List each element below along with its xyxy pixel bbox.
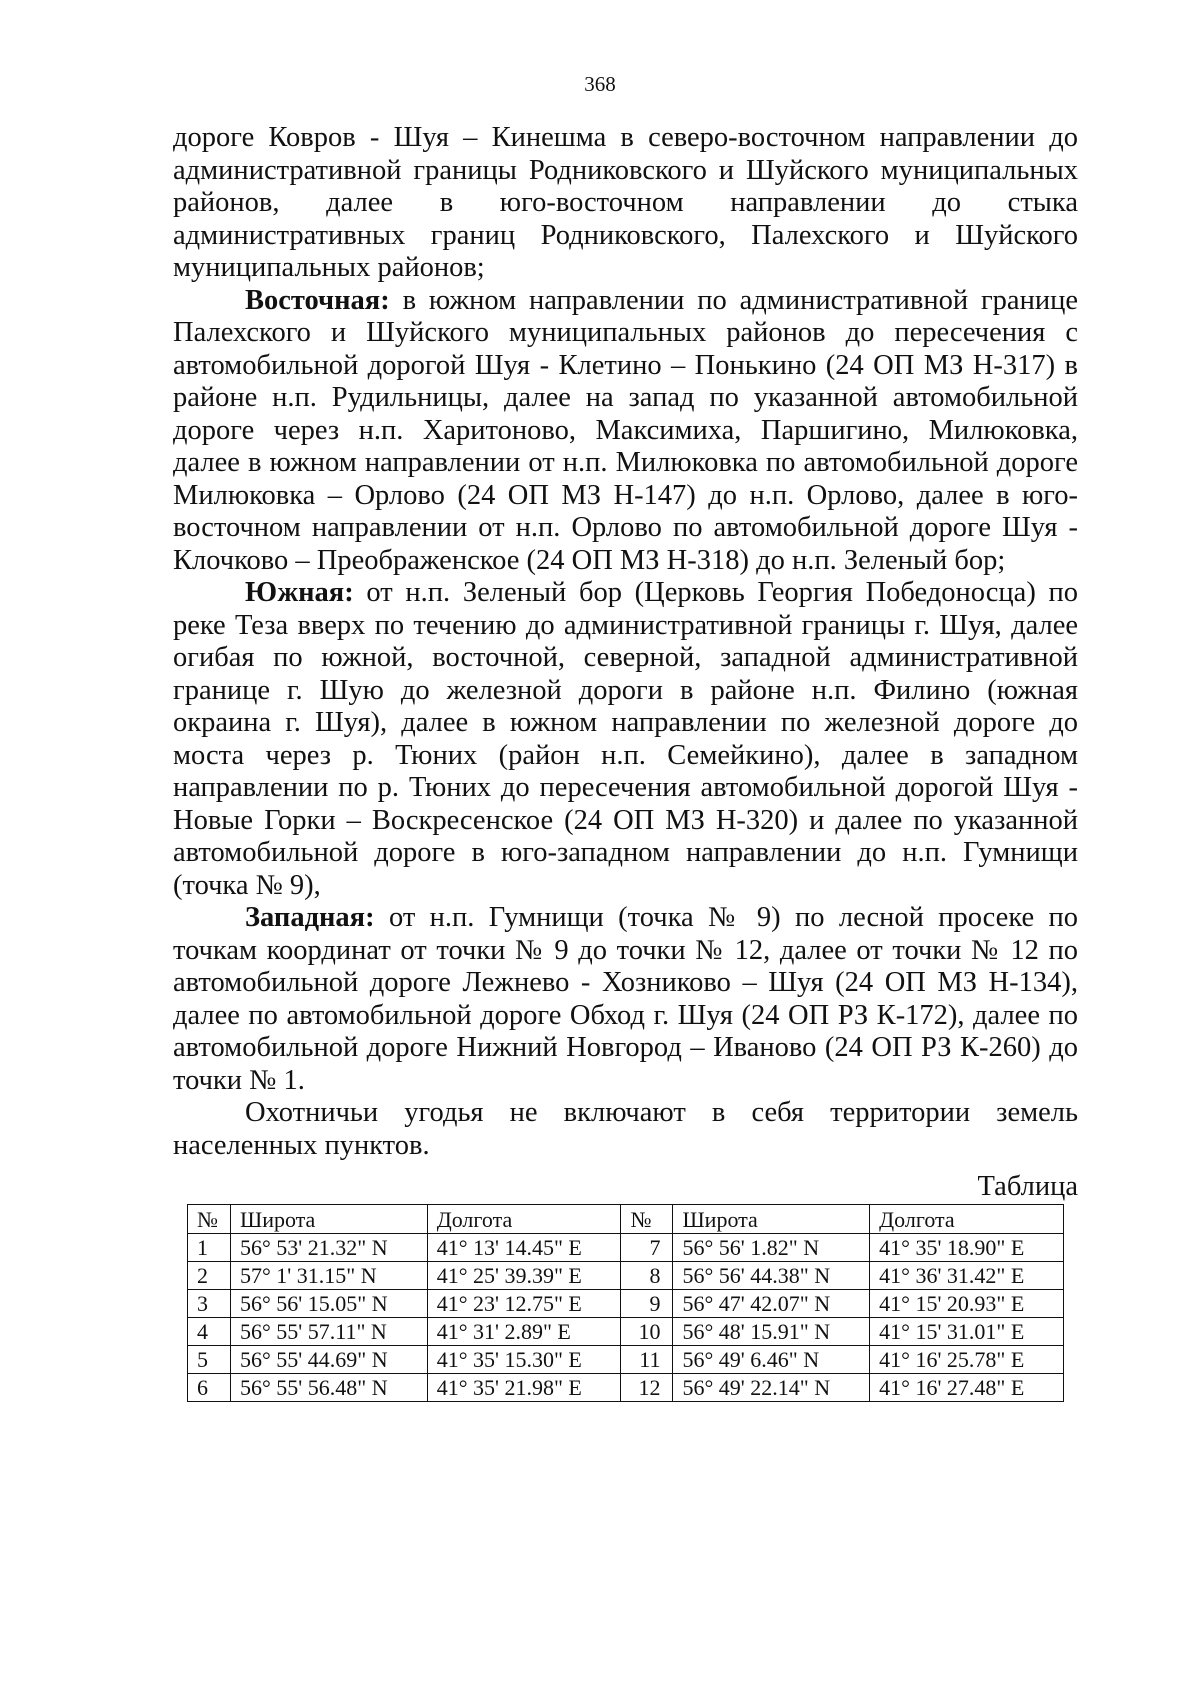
latitude-cell: 56° 55' 56.48" N (231, 1373, 428, 1401)
document-body (173, 122, 1078, 1402)
table-row (188, 1289, 1064, 1317)
table-caption: Таблица (977, 1171, 1078, 1202)
point-number: 3 (188, 1289, 231, 1317)
header-latitude-left: Широта (231, 1204, 428, 1233)
paragraph-south-boundary (173, 577, 1078, 902)
south-boundary-text: от н.п. Зеленый бор (Церковь Георгия Победоносца) по реке Теза вверх по течению до административной границы г. Шуя, далее огибая по южной, восточной, северной, западной административной границе г. Шую до железной дороги в районе н.п. Филино (южная окраина г. Шуя), далее в южном направлении по железной дороге до моста через р. Тюних (район н.п. Семейкино), далее в западном направлении по р. Тюних до пересечения автомобильной дорогой Шуя - Новые Горки – Воскресенское (24 ОП МЗ Н-320) и далее по указанной автомобильной дороге в юго-западном направлении до н.п. Гумнищи (точка № 9), (173, 577, 1078, 901)
paragraph-north-continuation: дороге Ковров - Шуя – Кинешма в северо-восточном направлении до административной границы Родниковского и Шуйского муниципальных районов, далее в юго-восточном направлении до стыка административных границ Родниковского, Палехского и Шуйского муниципальных районов; (173, 122, 1078, 283)
longitude-cell: 41° 35' 18.90" E (870, 1233, 1064, 1261)
latitude-cell: 57° 1' 31.15" N (231, 1261, 428, 1289)
page-number: 368 (584, 72, 616, 96)
point-number: 5 (188, 1345, 231, 1373)
west-boundary-text: от н.п. Гумнищи (точка № 9) по лесной просеке по точкам координат от точки № 9 до точки № 12, далее от точки № 12 по автомобильной дороге Лежнево - Хозниково – Шуя (24 ОП МЗ Н-134), далее по автомобильной дороге Обход г. Шуя (24 ОП РЗ К-172), далее по автомобильной дороге Нижний Новгород – Иваново (24 ОП РЗ К-260) до точки № 1. (173, 902, 1078, 1096)
longitude-cell: 41° 31' 2.89" E (427, 1317, 621, 1345)
west-boundary-label: Западная: (245, 902, 375, 933)
coordinates-table (187, 1204, 1064, 1402)
header-longitude-right: Долгота (870, 1204, 1064, 1233)
paragraph-exclusion-note: Охотничьи угодья не включают в себя территории земель населенных пунктов. (173, 1097, 1078, 1161)
latitude-cell: 56° 47' 42.07" N (673, 1289, 870, 1317)
east-boundary-label: Восточная: (245, 284, 390, 316)
latitude-cell: 56° 49' 22.14" N (673, 1373, 870, 1401)
table-row (188, 1373, 1064, 1401)
east-boundary-text: в южном направлении по административной границе Палехского и Шуйского муниципальных районов до пересечения с автомобильной дорогой Шуя - Клетино – Понькино (24 ОП МЗ Н-317) в районе н.п. Рудильницы, далее на запад по указанной автомобильной дороге через н.п. Харитоново, Максимиха, Паршигино, Милюковка, далее в южном направлении от н.п. Милюковка по автомобильной дороге Милюковка – Орлово (24 ОП МЗ Н-147) до н.п. Орлово, далее в юго-восточном направлении от н.п. Орлово по автомобильной дороге Шуя - Клочково – Преображенское (24 ОП МЗ Н-318) до н.п. Зеленый бор; (173, 284, 1078, 576)
point-number: 1 (188, 1233, 231, 1261)
paragraph-west-boundary (173, 902, 1078, 1097)
latitude-cell: 56° 56' 44.38" N (673, 1261, 870, 1289)
latitude-cell: 56° 48' 15.91" N (673, 1317, 870, 1345)
point-number: 7 (621, 1233, 673, 1261)
longitude-cell: 41° 15' 20.93" E (870, 1289, 1064, 1317)
point-number: 4 (188, 1317, 231, 1345)
point-number: 8 (621, 1261, 673, 1289)
table-row (188, 1345, 1064, 1373)
header-longitude-left: Долгота (427, 1204, 621, 1233)
longitude-cell: 41° 15' 31.01" E (870, 1317, 1064, 1345)
south-boundary-label: Южная: (245, 577, 354, 608)
table-header-row (188, 1204, 1064, 1233)
latitude-cell: 56° 56' 15.05" N (231, 1289, 428, 1317)
point-number: 12 (621, 1373, 673, 1401)
table-row (188, 1233, 1064, 1261)
point-number: 10 (621, 1317, 673, 1345)
point-number: 2 (188, 1261, 231, 1289)
latitude-cell: 56° 53' 21.32" N (231, 1233, 428, 1261)
longitude-cell: 41° 25' 39.39" E (427, 1261, 621, 1289)
latitude-cell: 56° 55' 44.69" N (231, 1345, 428, 1373)
point-number: 11 (621, 1345, 673, 1373)
header-number-left: № (188, 1204, 231, 1233)
header-number-right: № (621, 1204, 673, 1233)
latitude-cell: 56° 49' 6.46" N (673, 1345, 870, 1373)
longitude-cell: 41° 16' 27.48" E (870, 1373, 1064, 1401)
longitude-cell: 41° 16' 25.78" E (870, 1345, 1064, 1373)
longitude-cell: 41° 23' 12.75" E (427, 1289, 621, 1317)
latitude-cell: 56° 56' 1.82" N (673, 1233, 870, 1261)
header-latitude-right: Широта (673, 1204, 870, 1233)
point-number: 6 (188, 1373, 231, 1401)
longitude-cell: 41° 13' 14.45" E (427, 1233, 621, 1261)
table-row (188, 1317, 1064, 1345)
paragraph-east-boundary (173, 285, 1078, 578)
longitude-cell: 41° 35' 15.30" E (427, 1345, 621, 1373)
latitude-cell: 56° 55' 57.11" N (231, 1317, 428, 1345)
point-number: 9 (621, 1289, 673, 1317)
longitude-cell: 41° 35' 21.98" E (427, 1373, 621, 1401)
longitude-cell: 41° 36' 31.42" E (870, 1261, 1064, 1289)
table-row (188, 1261, 1064, 1289)
